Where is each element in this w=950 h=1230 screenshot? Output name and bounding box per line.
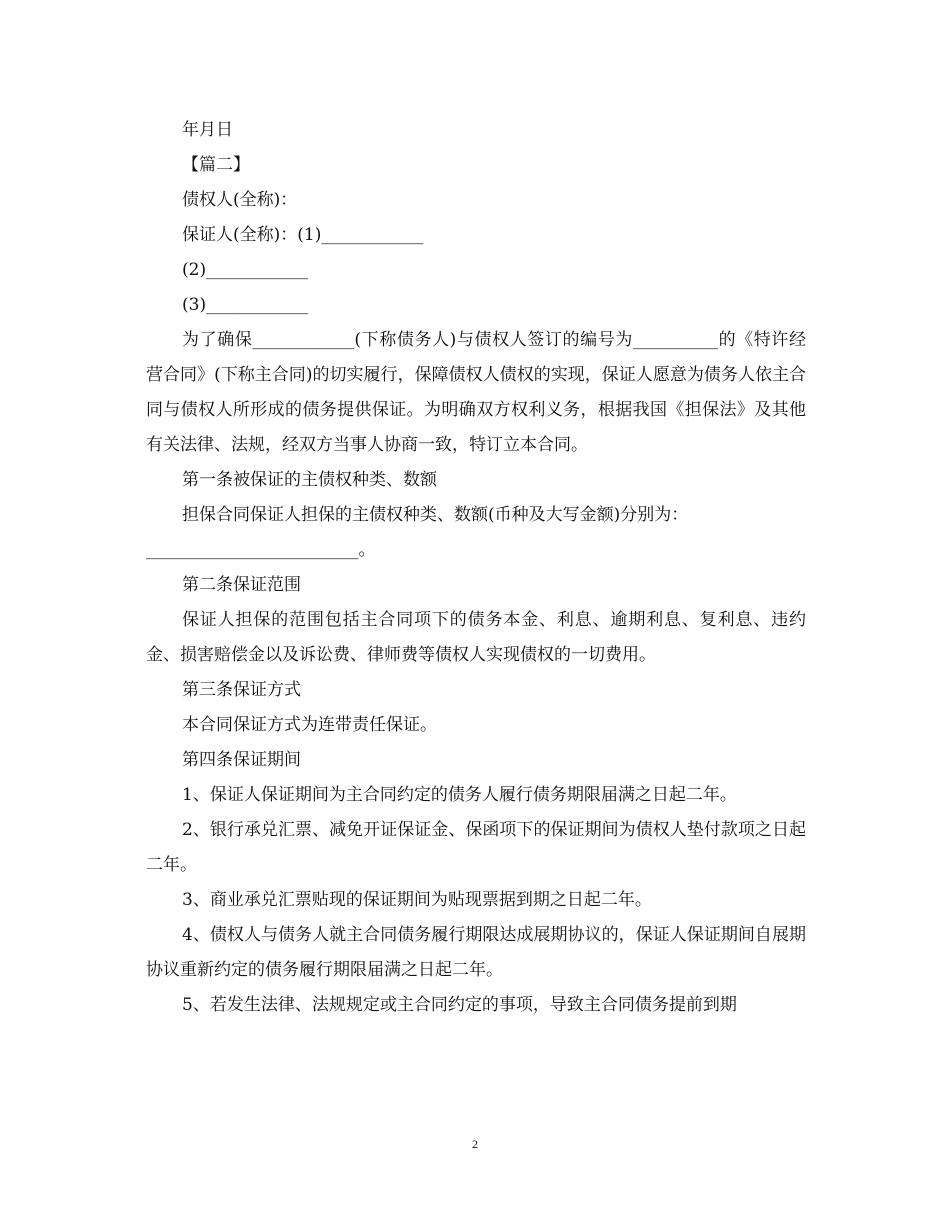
- article-4-item-5: 5、若发生法律、法规规定或主合同约定的事项，导致主合同债务提前到期: [182, 995, 737, 1015]
- article-4-item-3: 3、商业承兑汇票贴现的保证期间为贴现票据到期之日起二年。: [182, 890, 652, 910]
- article-4-title: 第四条保证期间: [182, 750, 301, 770]
- guarantor-line-1: 保证人(全称)：(1)____________: [182, 225, 424, 245]
- article-4-item-2: 2、银行承兑汇票、减免开证保证金、保函项下的保证期间为债权人垫付款项之日起二年。: [146, 820, 806, 875]
- article-3-title: 第三条保证方式: [182, 680, 301, 700]
- article-1-title: 第一条被保证的主债权种类、数额: [182, 470, 437, 490]
- section-heading: 【篇二】: [182, 155, 250, 175]
- article-4-item-1: 1、保证人保证期间为主合同约定的债务人履行债务期限届满之日起二年。: [182, 785, 737, 805]
- page-number: 2: [472, 1137, 478, 1151]
- document-body: [146, 113, 806, 1023]
- guarantor-line-3: (3)____________: [182, 295, 309, 315]
- article-3-text: 本合同保证方式为连带责任保证。: [182, 715, 437, 735]
- intro-paragraph: 为了确保____________(下称债务人)与债权人签订的编号为__________的《特许经营合同》(下称主合同)的切实履行，保障债权人债权的实现，保证人愿意为债务人依主合同与债权人所形成的债务提供保证。为明确双方权利义务，根据我国《担保法》及其他有关法律、法规，经双方当事人协商一致，特订立本合同。: [146, 330, 806, 455]
- guarantor-line-2: (2)____________: [182, 260, 309, 280]
- article-1-text: 担保合同保证人担保的主债权种类、数额(币种及大写金额)分别为：: [182, 505, 689, 525]
- creditor-line: 债权人(全称)：: [182, 190, 298, 210]
- article-2-title: 第二条保证范围: [182, 575, 301, 595]
- date-line: 年月日: [182, 120, 233, 140]
- article-4-item-4: 4、债权人与债务人就主合同债务履行期限达成展期协议的，保证人保证期间自展期协议重新约定的债务履行期限届满之日起二年。: [146, 925, 806, 980]
- article-1-blank: _________________________。: [146, 540, 376, 560]
- article-2-text: 保证人担保的范围包括主合同项下的债务本金、利息、逾期利息、复利息、违约金、损害赔偿金以及诉讼费、律师费等债权人实现债权的一切费用。: [146, 610, 806, 665]
